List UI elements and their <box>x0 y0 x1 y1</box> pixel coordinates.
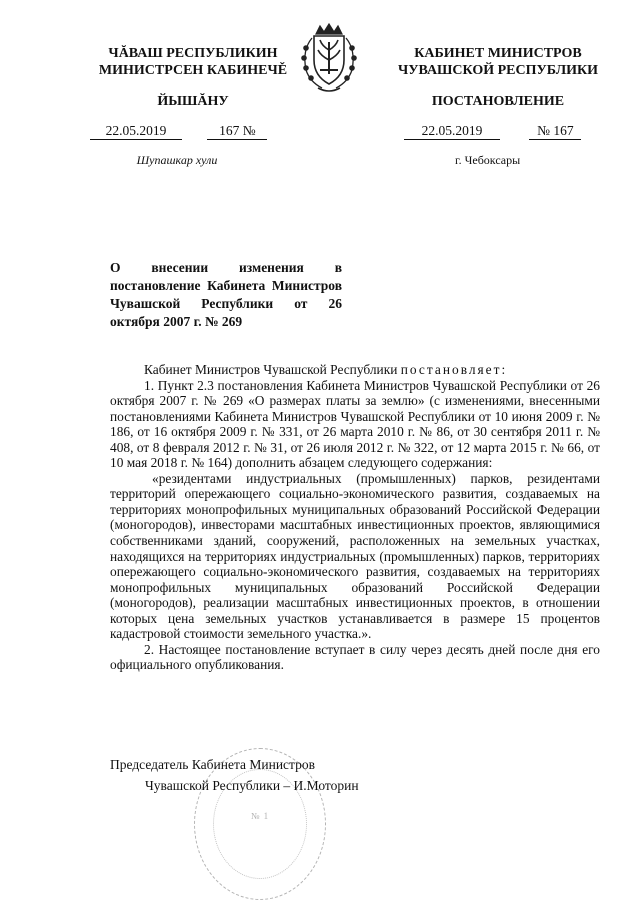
org-name-russian-line2: ЧУВАШСКОЙ РЕСПУБЛИКИ <box>397 63 599 78</box>
quoted-amendment: «резидентами индустриальных (промышленных) парков, резидентами территорий опережающего социально-экономического развития, создаваемых на территориях монопрофильных муниципальных образований Российской Федерации (моногородов), инвесторами масштабных инвестиционных проектов, являющимися собственниками зданий, сооружений, расположенных на земельных участках, находящихся на территориях индустриальных (промышленных) парков, территориях опережающего социально-экономического развития, создаваемых на территориях монопрофильных муниципальных образований Российской Федерации (моногородов), реализации масштабных инвестиционных проектов, в отношении которых цена земельных участков устанавливается в размере 15 процентов кадастровой стоимости земельного участка.». <box>110 470 600 642</box>
intro-verb: постановляет: <box>400 362 508 377</box>
paragraph-2: 2. Настоящее постановление вступает в силу через десять дней после дня его официального опубликования. <box>110 641 600 673</box>
org-name-chuvash <box>68 45 318 79</box>
date-number-chuvash <box>90 123 267 140</box>
number-chuvash: 167 № <box>207 123 267 140</box>
document-title: О внесении изменения в постановление Кабинета Министров Чувашской Республики от 26 октября 2007 г. № 269 <box>110 260 342 329</box>
intro-paragraph <box>110 362 600 378</box>
org-name-russian <box>378 45 618 79</box>
date-number-russian <box>404 123 581 140</box>
intro-prefix: Кабинет Министров Чувашской Республики <box>144 362 398 377</box>
signature-name: Чувашской Республики – И.Моторин <box>145 778 359 793</box>
paragraph-1: 1. Пункт 2.3 постановления Кабинета Министров Чувашской Республики от 26 октября 2007 г. № 269 «О размерах платы за землю» (с изменениями, внесенными постановлениями Кабинета Министров Чувашской Республики от 10 июня 2009 г. № 186, от 16 октября 2009 г. № 331, от 26 марта 2010 г. № 86, от 30 сентября 2011 г. № 408, от 8 февраля 2012 г. № 31, от 26 июля 2012 г. № 322, от 12 марта 2015 г. № 66, от 10 мая 2018 г. № 164) дополнить абзацем следующего содержания: <box>110 377 600 471</box>
doc-type-russian: ПОСТАНОВЛЕНИЕ <box>431 94 565 109</box>
org-name-chuvash-line1: ЧĂВАШ РЕСПУБЛИКИН <box>108 46 278 61</box>
document-body <box>110 362 600 673</box>
stamp-text: № 1 <box>250 811 270 821</box>
doc-type-chuvash: ЙЫШĂНУ <box>157 94 229 109</box>
place-russian: г. Чебоксары <box>455 153 521 167</box>
number-russian: № 167 <box>529 123 581 140</box>
org-name-russian-line1: КАБИНЕТ МИНИСТРОВ <box>414 46 582 61</box>
date-russian: 22.05.2019 <box>404 123 500 140</box>
org-name-chuvash-line2: МИНИСТРСЕН КАБИНЕЧĚ <box>98 63 288 78</box>
coat-of-arms-icon <box>296 20 362 96</box>
place-chuvash: Шупашкар хули <box>136 153 218 167</box>
signature-title: Председатель Кабинета Министров <box>110 757 315 772</box>
date-chuvash: 22.05.2019 <box>90 123 182 140</box>
